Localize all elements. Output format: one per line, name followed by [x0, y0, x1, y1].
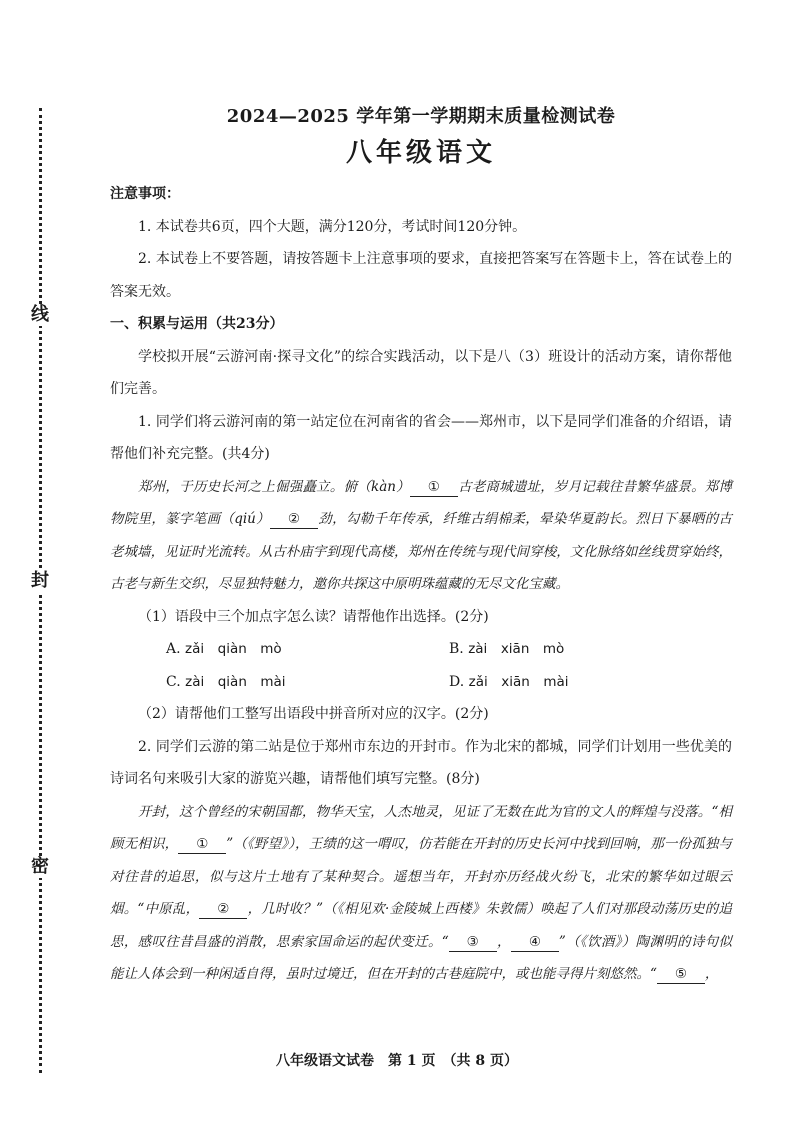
option-b-text: zài xiān mò — [468, 641, 565, 657]
option-d-text: zǎi xiān mài — [468, 673, 569, 690]
option-a — [166, 633, 449, 666]
passage-2-text-c: ，几时收？”（《相见欢·金陵城上西楼》朱敦儒）唤起了人们对那段动荡历史的追思，感叹往昔昌盛的消散，思索家国命运的起伏变迁。“ — [110, 901, 732, 950]
option-b-label: B. — [449, 641, 464, 657]
option-d — [449, 666, 732, 699]
notice-heading: 注意事项： — [110, 186, 180, 202]
passage-1-text-c: 劲，勾勒千年传承，纤维古绢棉柔，晕染华夏韵长。烈日下暴晒的古老城墙，见证时光流转。从古朴庙宇到现代高楼，郑州在传统与现代间穿梭，文化脉络如丝线贯穿始终，古老与新生交织，尽显独特魅力，邀你共探这中原明珠蕴藏的无尽文化宝藏。 — [110, 511, 732, 592]
option-a-label: A. — [166, 641, 181, 657]
passage-2-text-f: ， — [704, 966, 719, 982]
exam-page — [110, 104, 732, 991]
passage-2-blank-4: ④ — [511, 933, 559, 952]
option-b — [449, 633, 732, 666]
passage-2-text-b: ”（《野望》），王绩的这一喟叹，仿若能在开封的历史长河中找到回响，那一份孤独与对往昔的追思，似与这片土地有了某种契合。遥想当年，开封亦历经战火纷飞，北宋的繁华如过眼云烟。“中原乱， — [110, 836, 732, 917]
passage-2-blank-2: ② — [199, 900, 247, 919]
section-1-heading: 一、积累与运用（共23分） — [110, 316, 284, 332]
section-1-intro: 学校拟开展“云游河南·探寻文化”的综合实践活动，以下是八（3）班设计的活动方案，请你帮他们完善。 — [110, 348, 732, 397]
passage-2-blank-5: ⑤ — [657, 965, 705, 984]
binding-mark-feng: 封 — [28, 570, 52, 592]
question-1-options — [110, 633, 732, 698]
question-1-passage — [110, 471, 732, 601]
question-1-sub-2: （2）请帮他们工整写出语段中拼音所对应的汉字。(2分) — [138, 706, 489, 722]
question-2-passage — [110, 796, 732, 991]
passage-1-text-b: 古老商城遗址，岁月记载往昔繁华盛景。郑博物院里，篆字笔画（qiú） — [110, 478, 732, 527]
notice-item-2: 2. 本试卷上不要答题，请按答题卡上注意事项的要求，直接把答案写在答题卡上，答在试卷上的答案无效。 — [110, 251, 732, 300]
passage-1-text-a: 郑州，于历史长河之上倔强矗立。俯（kàn） — [138, 478, 410, 495]
question-2-stem: 2. 同学们云游的第二站是位于郑州市东边的开封市。作为北宋的都城，同学们计划用一些优美的诗词名句来吸引大家的游览兴趣，请帮他们填写完整。(8分) — [110, 738, 732, 787]
option-c-label: C. — [166, 673, 181, 690]
option-a-text: zǎi qiàn mò — [185, 641, 282, 657]
exam-title: 2024—2025 学年第一学期期末质量检测试卷 — [226, 106, 616, 127]
binding-mark-xian: 线 — [28, 304, 52, 326]
option-d-label: D. — [449, 673, 465, 690]
binding-line — [31, 108, 49, 1073]
passage-1-blank-1: ① — [410, 478, 458, 497]
passage-2-blank-1: ① — [178, 835, 226, 854]
passage-1-blank-2: ② — [270, 510, 318, 529]
passage-2-text-e: ”（《饮酒》）陶渊明的诗句似能让人体会到一种闲适自得，虽时过境迁，但在开封的古巷庭院中，或也能寻得片刻悠然。“ — [110, 933, 733, 982]
binding-mark-mi: 密 — [28, 856, 52, 878]
passage-2-text-a: 开封，这个曾经的宋朝国都，物华天宝，人杰地灵，见证了无数在此为官的文人的辉煌与没落。“相顾无相识， — [110, 803, 732, 852]
page-footer: 八年级语文试卷 第 1 页 （共 8 页） — [276, 1053, 518, 1069]
passage-2-blank-3: ③ — [449, 933, 497, 952]
notice-item-1: 1. 本试卷共6页，四个大题，满分120分，考试时间120分钟。 — [138, 218, 527, 235]
subject-title: 八年级语文 — [345, 138, 496, 168]
option-c — [166, 666, 449, 699]
passage-2-text-d: ， — [496, 933, 511, 950]
question-1-sub-1: （1）语段中三个加点字怎么读？请帮他作出选择。(2分) — [138, 608, 489, 625]
question-1-stem: 1. 同学们将云游河南的第一站定位在河南省的省会——郑州市，以下是同学们准备的介绍语，请帮他们补充完整。(共4分) — [110, 413, 732, 462]
option-c-text: zài qiàn mài — [185, 673, 286, 690]
